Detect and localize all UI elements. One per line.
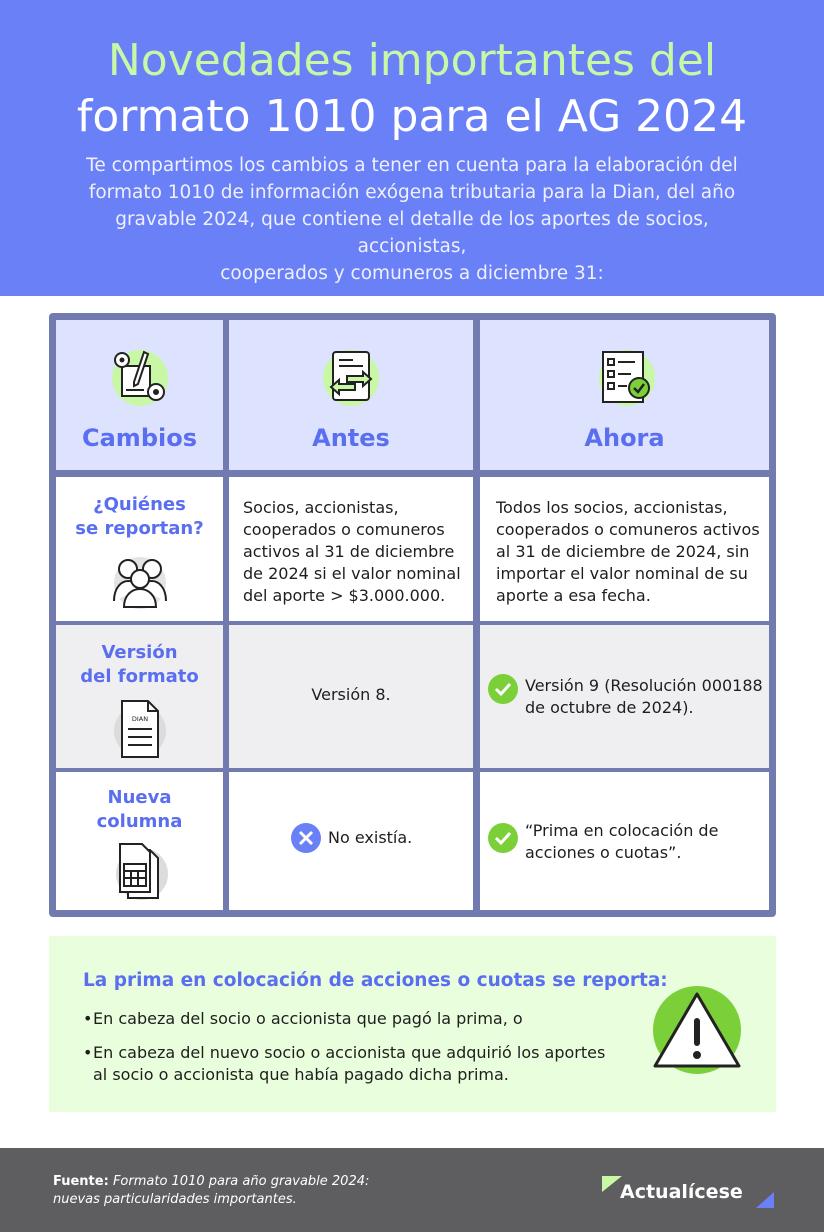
row-label-quienes: [56, 493, 223, 541]
note-box: [49, 936, 776, 1112]
intro-line: Te compartimos los cambios a tener en cuenta para la elaboración del: [86, 155, 738, 176]
note-item-text: En cabeza del socio o accionista que pagó la prima, o: [93, 1009, 523, 1028]
antes-quienes-text: [243, 497, 461, 607]
text-line: Socios, accionistas,: [243, 498, 399, 517]
checklist-icon: [593, 346, 657, 410]
text-line: al 31 de diciembre de 2024, sin: [496, 542, 750, 561]
antes-version-text: Versión 8.: [311, 685, 391, 704]
text-line: del aporte > $3.000.000.: [243, 586, 446, 605]
column-header-cambios: [56, 320, 223, 470]
logo-mark-green: [602, 1176, 622, 1192]
row-label-cell-columna: [56, 772, 223, 910]
text-line: de octubre de 2024).: [525, 698, 694, 717]
header-banner: [0, 0, 824, 296]
ahora-quienes-text: [496, 497, 760, 607]
text-line: de 2024 si el valor nominal: [243, 564, 461, 583]
title-line-2: formato 1010 para el AG 2024: [76, 91, 748, 142]
title-line-1: Novedades importantes del: [107, 35, 717, 86]
intro-line: formato 1010 de información exógena tributaria para la Dian, del año: [88, 182, 736, 203]
document-exchange-icon: [319, 346, 383, 410]
column-label-antes: Antes: [312, 424, 390, 452]
warning-icon: [649, 984, 745, 1076]
ahora-version-text: [525, 675, 763, 719]
column-label-cambios: Cambios: [82, 424, 197, 452]
row-label-line: Versión: [101, 642, 178, 663]
people-group-icon: [108, 547, 172, 611]
text-line: aporte a esa fecha.: [496, 586, 651, 605]
cell-ahora-columna: [480, 772, 769, 910]
row-label-line: ¿Quiénes: [93, 494, 186, 515]
text-line: activos al 31 de diciembre: [243, 542, 455, 561]
note-title: La prima en colocación de acciones o cuotas se reporta:: [83, 970, 668, 991]
text-line: “Prima en colocación de: [525, 821, 719, 840]
cell-antes-quienes: [229, 477, 473, 621]
cell-antes-version: [229, 625, 473, 768]
ahora-columna-text: [525, 820, 718, 864]
column-header-antes: [229, 320, 473, 470]
row-label-version: [56, 641, 223, 689]
text-line: importar el valor nominal de su: [496, 564, 748, 583]
bullet: •: [83, 1009, 93, 1028]
text-line: cooperados o comuneros activos: [496, 520, 760, 539]
source-text: Formato 1010 para año gravable 2024:: [112, 1174, 370, 1189]
row-label-line: se reportan?: [75, 518, 204, 539]
dian-document-icon: [108, 697, 172, 761]
check-icon: [488, 674, 518, 704]
text-line: cooperados o comuneros: [243, 520, 445, 539]
row-label-cell-version: [56, 625, 223, 768]
cross-icon: [291, 823, 321, 853]
column-header-ahora: [480, 320, 769, 470]
cell-ahora-quienes: [480, 477, 769, 621]
comparison-table: [49, 313, 776, 917]
column-label-ahora: Ahora: [584, 424, 665, 452]
text-line: Versión 9 (Resolución 000188: [525, 676, 763, 695]
intro-paragraph: [60, 152, 764, 287]
bullet: •: [83, 1043, 93, 1062]
spreadsheet-icon: [108, 840, 172, 904]
intro-line: gravable 2024, que contiene el detalle de los aportes de socios, accionistas,: [115, 209, 709, 257]
brand-logo: [602, 1176, 776, 1208]
source-label: Fuente:: [53, 1174, 109, 1189]
row-label-line: columna: [96, 811, 183, 832]
cell-ahora-version: [480, 625, 769, 768]
row-label-line: Nueva: [107, 787, 172, 808]
note-item-2: [83, 1042, 605, 1086]
logo-mark-blue: [756, 1192, 774, 1208]
note-item-text: En cabeza del nuevo socio o accionista que adquirió los aportes: [93, 1043, 606, 1062]
check-icon: [488, 823, 518, 853]
text-line: acciones o cuotas”.: [525, 843, 682, 862]
source-text-2: nuevas particularidades importantes.: [53, 1192, 297, 1207]
cell-antes-columna: [229, 772, 473, 910]
gears-pencil-icon: [108, 346, 172, 410]
note-item-text: al socio o accionista que había pagado dicha prima.: [93, 1065, 509, 1084]
antes-columna-text: No existía.: [328, 828, 413, 847]
footer: [0, 1148, 824, 1232]
row-label-columna: [56, 786, 223, 834]
row-label-line: del formato: [80, 666, 199, 687]
dian-label: DIAN: [131, 715, 148, 723]
brand-name: Actualícese: [620, 1181, 743, 1203]
row-label-cell-quienes: [56, 477, 223, 621]
source-citation: [53, 1173, 369, 1209]
text-line: Todos los socios, accionistas,: [496, 498, 728, 517]
intro-line: cooperados y comuneros a diciembre 31:: [220, 263, 604, 284]
note-item-1: [83, 1008, 523, 1030]
